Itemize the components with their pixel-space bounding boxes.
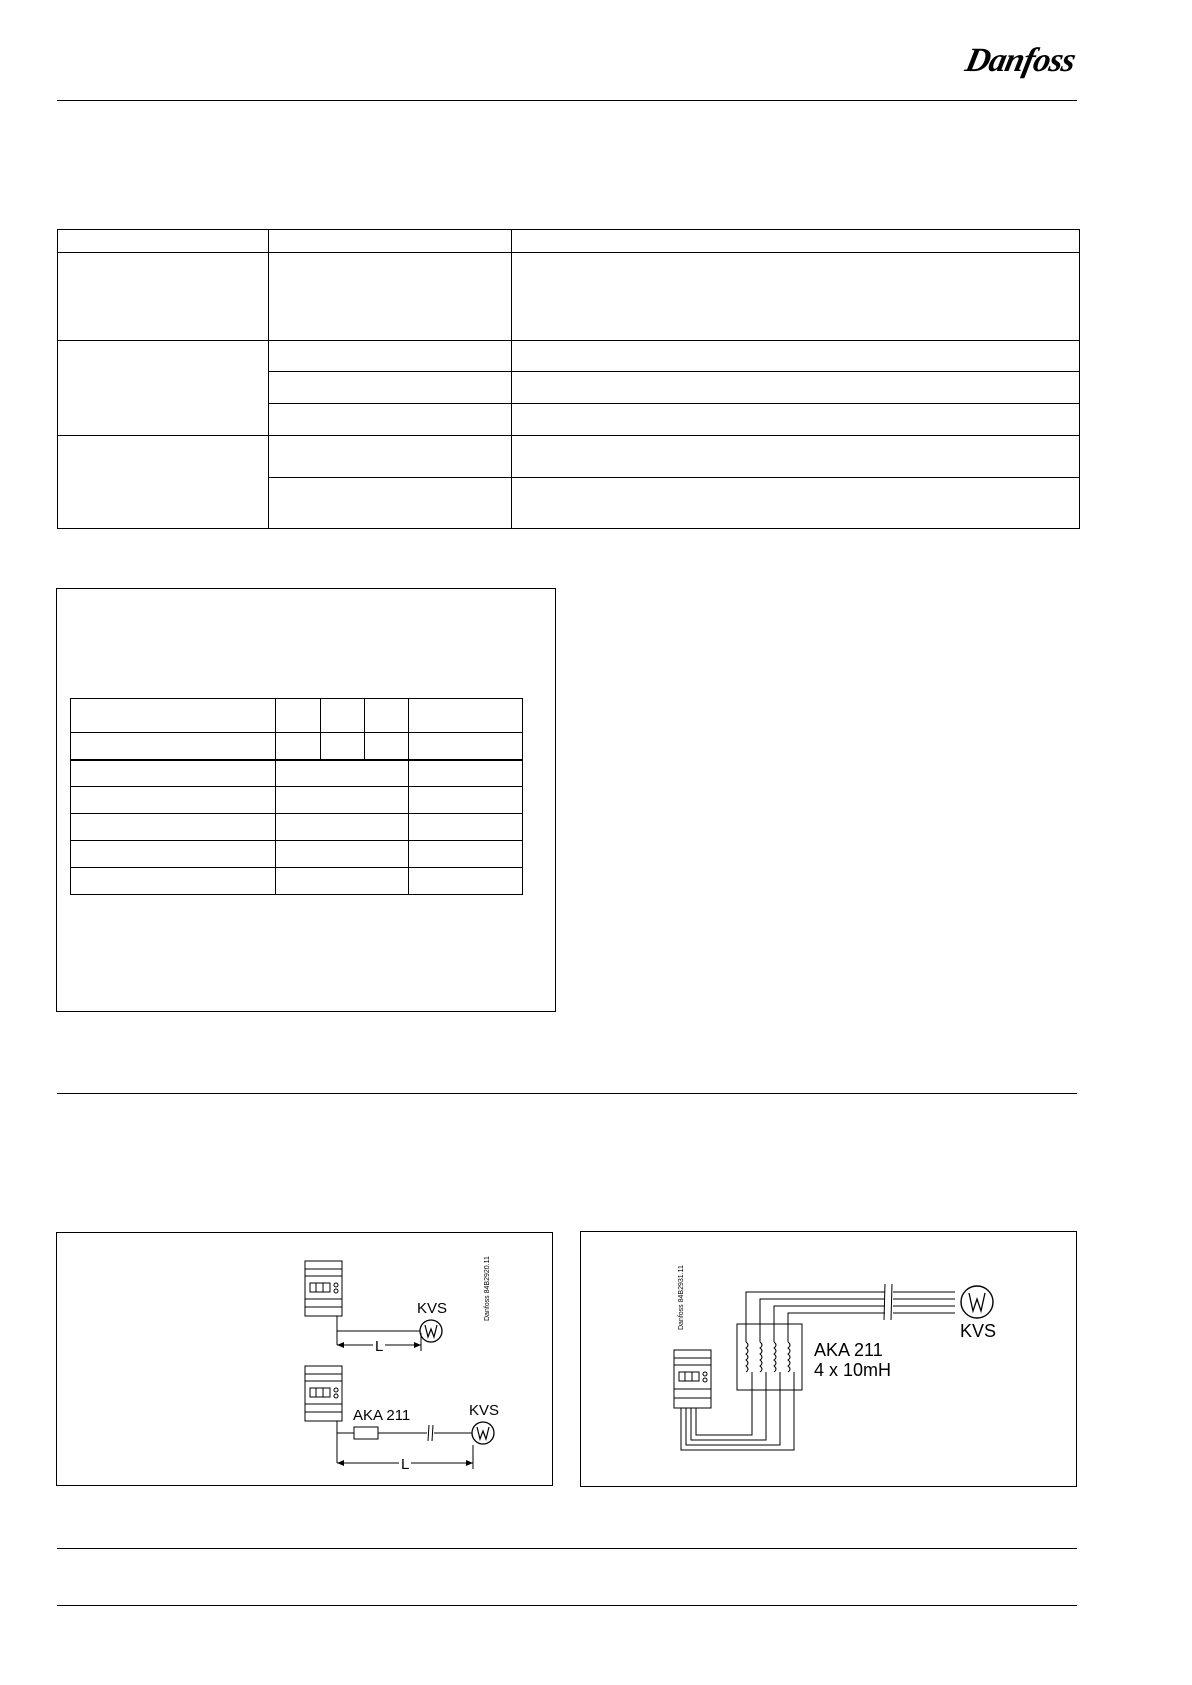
- module-label: AKA 211: [353, 1407, 411, 1424]
- table-header-cell: [58, 230, 269, 253]
- kvs-label: KVS: [960, 1321, 997, 1341]
- table-cell: [365, 733, 409, 760]
- table-cell: [276, 760, 409, 787]
- table-header-cell: [512, 230, 1080, 253]
- table-cell: [269, 436, 512, 478]
- choke-module-icon: [737, 1324, 802, 1390]
- wiring-diagram-direct: [56, 1232, 553, 1486]
- table-row: [58, 341, 1080, 372]
- table-cell: [269, 372, 512, 404]
- table-cell: [512, 372, 1080, 404]
- footer-rule-bottom: [57, 1605, 1077, 1606]
- table-cell: [58, 341, 269, 436]
- table-cell: [269, 478, 512, 529]
- wiring-diagram-choke-svg: [581, 1232, 1078, 1488]
- table-cell: [71, 868, 276, 895]
- length-label-bottom: L: [401, 1456, 410, 1473]
- table-cell: [409, 814, 523, 841]
- table-row: [71, 814, 523, 841]
- table-row: [71, 787, 523, 814]
- table-cell: [71, 841, 276, 868]
- table-row: [71, 733, 523, 760]
- table-cell: [321, 733, 365, 760]
- kvs-label-top: KVS: [417, 1300, 448, 1317]
- spec-table: [57, 229, 1080, 529]
- table-cell: [512, 436, 1080, 478]
- table-cell: [71, 760, 276, 787]
- cable-break-icon: [428, 1425, 433, 1441]
- table-cell: [276, 841, 409, 868]
- controller-icon: [305, 1366, 342, 1421]
- table-cell: [71, 814, 276, 841]
- table-row: [71, 699, 523, 733]
- table-cell: [58, 436, 269, 529]
- table-cell: [269, 404, 512, 436]
- table-row: [58, 230, 1080, 253]
- table-cell: [512, 404, 1080, 436]
- choke-module-icon: [354, 1427, 378, 1439]
- table-cell: [409, 868, 523, 895]
- table-cell: [512, 478, 1080, 529]
- table-row: [71, 760, 523, 787]
- table-cell: [71, 699, 276, 733]
- drawing-code: Danfoss 84B2920.11: [484, 1256, 491, 1321]
- table-cell: [276, 814, 409, 841]
- table-cell: [269, 253, 512, 341]
- kvs-label-bottom: KVS: [469, 1402, 500, 1419]
- table-cell: [409, 841, 523, 868]
- table-cell: [276, 787, 409, 814]
- length-label-top: L: [375, 1338, 384, 1355]
- module-label: AKA 211: [814, 1340, 883, 1360]
- table-cell: [409, 699, 523, 733]
- danfoss-logo: [958, 40, 1083, 90]
- table-cell: [71, 733, 276, 760]
- table-cell: [71, 787, 276, 814]
- controller-icon: [674, 1350, 711, 1408]
- kvs-valve-icon: [961, 1286, 993, 1318]
- wiring-diagram-choke: [580, 1231, 1077, 1487]
- table-header-cell: [269, 230, 512, 253]
- table-cell: [276, 868, 409, 895]
- table-cell: [276, 733, 321, 760]
- table-row: [58, 436, 1080, 478]
- wiring-diagram-direct-svg: [57, 1233, 554, 1487]
- table-cell: [409, 787, 523, 814]
- kvs-valve-icon: [420, 1320, 442, 1342]
- table-cell: [409, 760, 523, 787]
- table-cell: [269, 341, 512, 372]
- header-rule: [57, 100, 1077, 101]
- table-cell: [512, 341, 1080, 372]
- table-cell: [321, 699, 365, 733]
- table-cell: [512, 253, 1080, 341]
- module-spec-label: 4 x 10mH: [814, 1360, 892, 1380]
- table-cell: [409, 733, 523, 760]
- table-cell: [276, 699, 321, 733]
- cable-break-icon: [884, 1284, 892, 1320]
- section-rule: [57, 1093, 1077, 1094]
- table-cell: [365, 699, 409, 733]
- drawing-code: Danfoss 84B2931.11: [678, 1265, 685, 1330]
- logo-wordmark: Danfoss: [962, 42, 1079, 79]
- table-row: [71, 841, 523, 868]
- table-cell: [58, 253, 269, 341]
- footer-rule-top: [57, 1548, 1077, 1549]
- controller-icon: [305, 1261, 342, 1316]
- table-row: [71, 868, 523, 895]
- table-row: [58, 253, 1080, 341]
- cable-table: [70, 698, 523, 895]
- kvs-valve-icon: [472, 1422, 494, 1444]
